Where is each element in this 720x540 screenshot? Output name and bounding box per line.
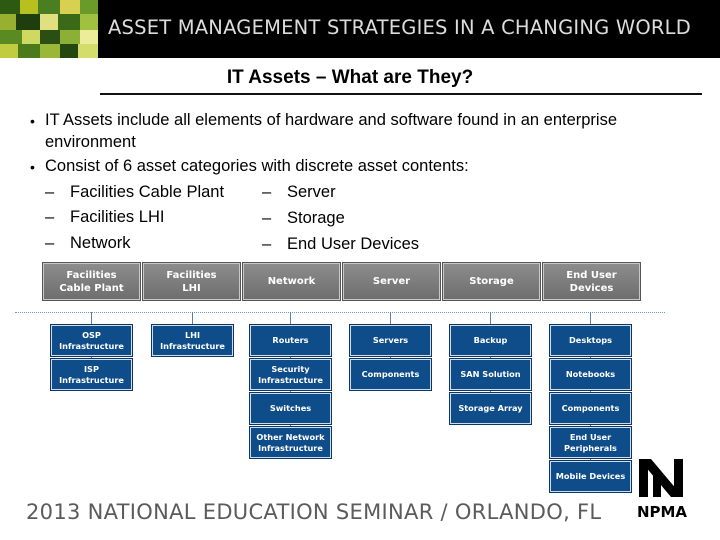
bullet-list	[0, 0, 720, 260]
bullet-text: Consist of 6 asset categories with discrete asset contents:	[45, 157, 469, 175]
asset-item-box: Notebooks	[550, 359, 631, 390]
asset-item-box: Components	[350, 359, 431, 390]
asset-item-box: Mobile Devices	[550, 461, 631, 492]
asset-item-box: Components	[550, 393, 631, 424]
category-box: Facilities LHI	[143, 263, 240, 300]
dash-marker: –	[45, 208, 55, 226]
asset-item-box: Routers	[250, 325, 331, 356]
dash-marker: –	[262, 183, 272, 201]
category-box: Facilities Cable Plant	[43, 263, 140, 300]
asset-item-box: Backup	[450, 325, 531, 356]
asset-item-box: Other Network Infrastructure	[250, 427, 331, 458]
bullet-marker: •	[30, 159, 35, 175]
bullet-text: IT Assets include all elements of hardware and software found in an enterprise	[45, 111, 618, 129]
dash-marker: –	[262, 235, 272, 253]
diagram-divider	[15, 312, 665, 313]
npma-logo-icon	[633, 455, 689, 499]
asset-item-box: Security Infrastructure	[250, 359, 331, 390]
dash-marker: –	[262, 209, 272, 227]
asset-item-box: ISP Infrastructure	[51, 359, 132, 390]
dash-marker: –	[45, 183, 55, 201]
asset-item-box: Storage Array	[450, 393, 531, 424]
bullet-marker: •	[30, 113, 35, 129]
npma-logo-text: NPMA	[636, 503, 688, 521]
category-box: End User Devices	[543, 263, 640, 300]
category-box: Network	[243, 263, 340, 300]
sub-bullet-left: Facilities LHI	[70, 208, 165, 226]
asset-item-box: LHI Infrastructure	[152, 325, 233, 356]
category-box: Storage	[443, 263, 540, 300]
asset-item-box: Servers	[350, 325, 431, 356]
slide-title: IT Assets – What are They?	[226, 67, 474, 88]
asset-item-box: Desktops	[550, 325, 631, 356]
sub-bullet-left: Network	[70, 234, 131, 252]
footer-text: 2013 NATIONAL EDUCATION SEMINAR / ORLANDO, FL	[26, 500, 602, 524]
sub-bullet-right: Storage	[287, 209, 345, 227]
sub-bullet-left: Facilities Cable Plant	[70, 183, 225, 201]
header-title: ASSET MANAGEMENT STRATEGIES IN A CHANGING WORLD	[108, 16, 691, 39]
asset-item-box: End User Peripherals	[550, 427, 631, 458]
asset-item-box: Switches	[250, 393, 331, 424]
asset-item-box: SAN Solution	[450, 359, 531, 390]
dash-marker: –	[45, 234, 55, 252]
sub-bullet-right: Server	[287, 183, 336, 201]
bullet-text-continued: environment	[45, 133, 136, 151]
asset-item-box: OSP Infrastructure	[51, 325, 132, 356]
sub-bullet-right: End User Devices	[287, 235, 420, 253]
category-box: Server	[343, 263, 440, 300]
